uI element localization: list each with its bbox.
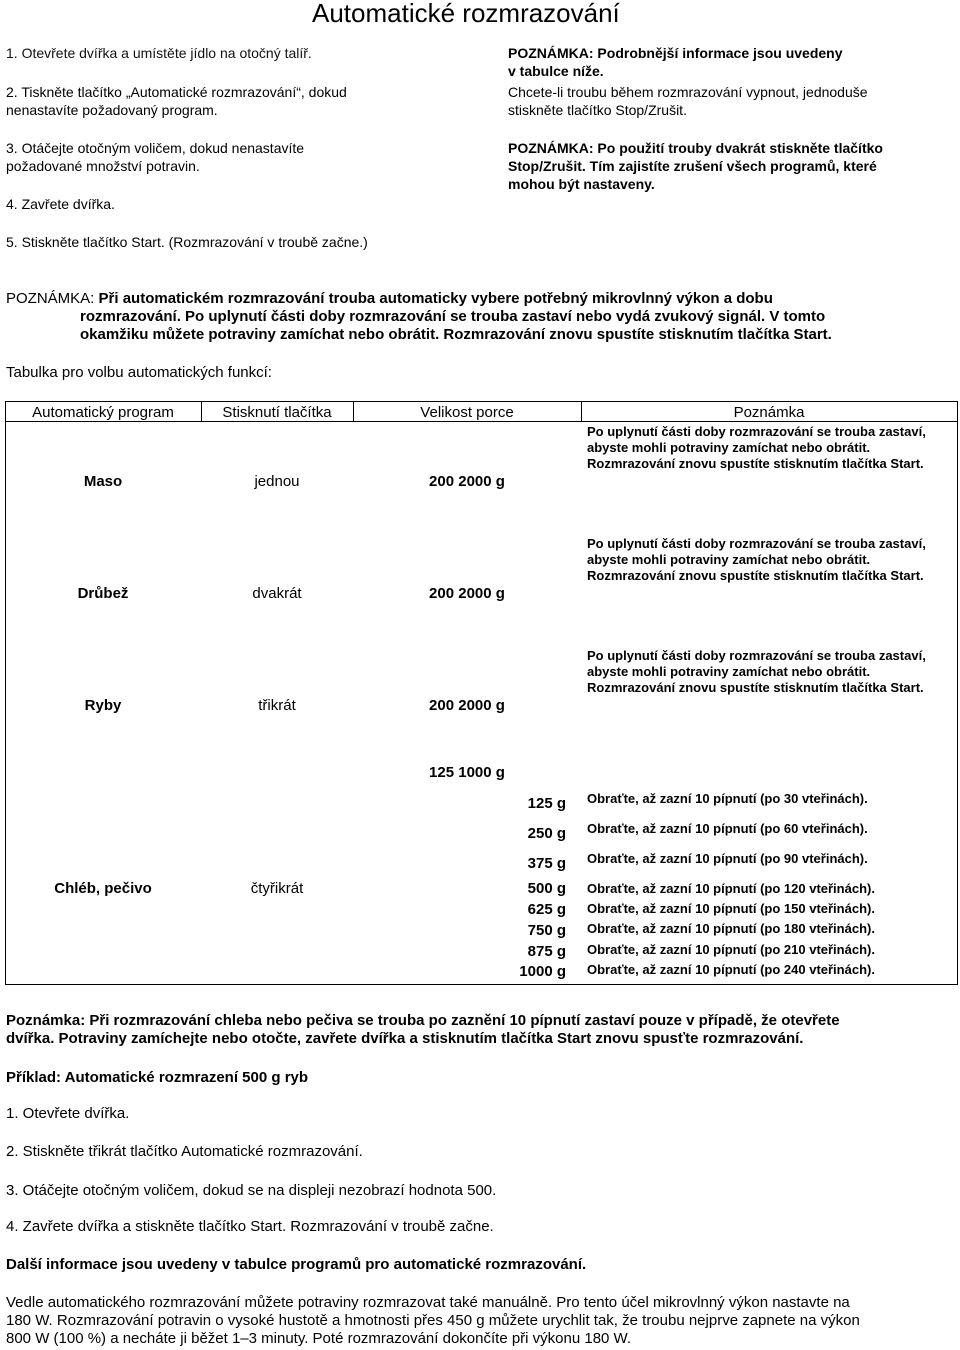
note-detail-line2: v tabulce níže. — [508, 63, 604, 79]
auto-note-label: POZNÁMKA: — [6, 290, 95, 307]
row-note-restart: Rozmrazování znovu spustíte stisknutím tlačítka Start. — [587, 680, 924, 695]
manual-line1: Vedle automatického rozmrazování můžete potraviny rozmrazovat také manuálně. Pro tento účel mikrovlnný výkon nastavte na — [6, 1294, 850, 1311]
row-size: 200 2000 g — [429, 585, 505, 602]
row-note-text: Po uplynutí části doby rozmrazování se trouba zastaví, abyste mohli potraviny zamíchat nebo obrátit. — [587, 424, 926, 455]
header-press: Stisknutí tlačítka — [222, 404, 332, 421]
row-press: třikrát — [258, 697, 296, 714]
header-note: Poznámka — [733, 404, 805, 421]
row-press: dvakrát — [252, 585, 302, 602]
row-size: 200 2000 g — [429, 473, 505, 490]
bread-program: Chléb, pečivo — [54, 880, 152, 897]
note-stop-line2: stiskněte tlačítko Stop/Zrušit. — [508, 102, 687, 118]
bread-note-line1: Poznámka: Při rozmrazování chleba nebo pečiva se trouba po zaznění 10 pípnutí zastaví pouze v případě, že otevřete — [6, 1012, 840, 1029]
row-note-text: Po uplynutí části doby rozmrazování se trouba zastaví, abyste mohli potraviny zamíchat nebo obrátit. — [587, 536, 926, 567]
bread-range: 125 1000 g — [429, 764, 505, 781]
note-cancel-line2: Stop/Zrušit. Tím zajistíte zrušení všech programů, které — [508, 158, 877, 174]
table-border — [5, 401, 958, 402]
bread-size: 125 g — [527, 795, 566, 812]
bread-press: čtyřikrát — [250, 880, 304, 897]
row-note-restart: Rozmrazování znovu spustíte stisknutím tlačítka Start. — [587, 568, 924, 583]
row-note-restart: Rozmrazování znovu spustíte stisknutím tlačítka Start. — [587, 456, 924, 471]
table-border — [5, 421, 958, 422]
row-note-text: Po uplynutí části doby rozmrazování se trouba zastaví, abyste mohli potraviny zamíchat nebo obrátit. — [587, 648, 926, 679]
note-stop-line1: Chcete-li troubu během rozmrazování vypnout, jednoduše — [508, 84, 868, 100]
more-info: Další informace jsou uvedeny v tabulce programů pro automatické rozmrazování. — [6, 1256, 587, 1273]
step-2-cont: nenastavíte požadovaný program. — [6, 102, 218, 118]
table-border — [5, 984, 958, 985]
example-step-4: 4. Zavřete dvířka a stiskněte tlačítko Start. Rozmrazování v troubě začne. — [6, 1218, 494, 1235]
auto-note — [6, 290, 832, 344]
row-program: Maso — [83, 473, 123, 490]
step-1: 1. Otevřete dvířka a umístěte jídlo na otočný talíř. — [6, 45, 312, 61]
note-cancel-line3: mohou být nastaveny. — [508, 176, 655, 192]
bread-note: Obraťte, až zazní 10 pípnutí (po 60 vteřinách). — [587, 821, 868, 836]
bread-size: 1000 g — [519, 963, 566, 980]
manual-line2: 180 W. Rozmrazování potravin o vysoké hustotě a hmotnosti přes 450 g můžete urychlit tak, že troubu nejprve zapnete na výkon — [6, 1312, 860, 1329]
example-step-3: 3. Otáčejte otočným voličem, dokud se na displeji nezobrazí hodnota 500. — [6, 1182, 497, 1199]
row-program: Drůbež — [77, 585, 129, 602]
manual-paragraph — [6, 1294, 860, 1348]
table-caption: Tabulka pro volbu automatických funkcí: — [6, 364, 272, 381]
bread-size: 500 g — [527, 880, 566, 897]
bread-note-paragraph — [6, 1012, 840, 1048]
bread-size: 375 g — [527, 855, 566, 872]
step-5: 5. Stiskněte tlačítko Start. (Rozmrazování v troubě začne.) — [6, 234, 368, 250]
bread-note: Obraťte, až zazní 10 pípnutí (po 180 vteřinách). — [587, 921, 875, 936]
auto-note-line1: Při automatickém rozmrazování trouba automaticky vybere potřebný mikrovlnný výkon a dobu — [94, 290, 773, 307]
row-program: Ryby — [84, 697, 122, 714]
step-4: 4. Zavřete dvířka. — [6, 196, 115, 212]
row-size: 200 2000 g — [429, 697, 505, 714]
step-3: 3. Otáčejte otočným voličem, dokud nenastavíte — [6, 140, 305, 156]
step-2: 2. Tiskněte tlačítko „Automatické rozmrazování“, dokud — [6, 84, 347, 100]
step-3-cont: požadované množství potravin. — [6, 158, 200, 174]
example-title: Příklad: Automatické rozmrazení 500 g ryb — [6, 1069, 309, 1086]
table-border — [957, 401, 958, 985]
note-cancel-line1: POZNÁMKA: Po použití trouby dvakrát stiskněte tlačítko — [508, 140, 883, 156]
header-size: Velikost porce — [420, 404, 514, 421]
manual-line3: 800 W (100 %) a necháte ji běžet 1–3 minuty. Poté rozmrazování dokončíte při výkonu 180 W. — [6, 1330, 632, 1347]
bread-size: 875 g — [527, 943, 566, 960]
bread-size: 625 g — [527, 901, 566, 918]
header-program: Automatický program — [32, 404, 174, 421]
bread-note: Obraťte, až zazní 10 pípnutí (po 240 vteřinách). — [587, 962, 875, 977]
auto-note-line2: rozmrazování. Po uplynutí části doby rozmrazování se trouba zastaví nebo vydá zvukový signál. V tomto — [80, 308, 826, 325]
auto-note-line3: okamžiku můžete potraviny zamíchat nebo obrátit. Rozmrazování znovu spustíte stisknutím tlačítka Start. — [80, 326, 832, 343]
bread-note: Obraťte, až zazní 10 pípnutí (po 120 vteřinách). — [587, 881, 875, 896]
example-step-2: 2. Stiskněte třikrát tlačítko Automatické rozmrazování. — [6, 1143, 363, 1160]
bread-size: 750 g — [527, 922, 566, 939]
row-press: jednou — [254, 473, 300, 490]
bread-note: Obraťte, až zazní 10 pípnutí (po 30 vteřinách). — [587, 791, 868, 806]
bread-note: Obraťte, až zazní 10 pípnutí (po 210 vteřinách). — [587, 942, 875, 957]
auto-function-table — [5, 401, 958, 985]
bread-note-line2: dvířka. Potraviny zamíchejte nebo otočte, zavřete dvířka a stisknutím tlačítka Start znovu spusťte rozmrazování. — [6, 1030, 804, 1047]
page-title: Automatické rozmrazování — [312, 0, 620, 28]
row-note — [587, 424, 927, 472]
bread-note: Obraťte, až zazní 10 pípnutí (po 90 vteřinách). — [587, 851, 868, 866]
example-step-1: 1. Otevřete dvířka. — [6, 1105, 130, 1122]
note-detail-line1: POZNÁMKA: Podrobnější informace jsou uvedeny — [508, 45, 843, 61]
bread-note: Obraťte, až zazní 10 pípnutí (po 150 vteřinách). — [587, 901, 875, 916]
row-note — [587, 648, 927, 696]
row-note — [587, 536, 927, 584]
bread-size: 250 g — [527, 825, 566, 842]
